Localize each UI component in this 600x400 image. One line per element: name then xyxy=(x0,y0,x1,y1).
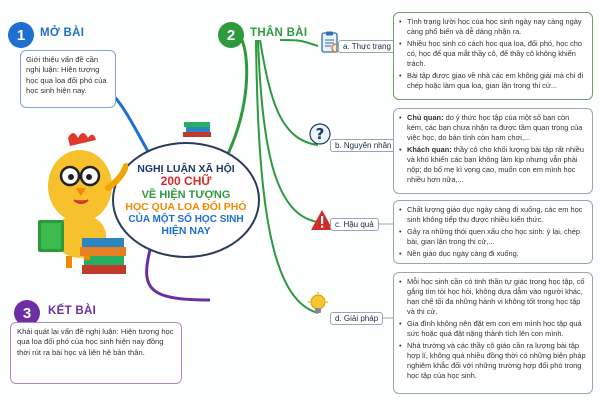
nguyen-nhan-box xyxy=(393,108,593,194)
thuc-trang-item: • Tình trạng lười học của học sinh ngày nay càng ngày càng phổ biến và dễ dàng nhận ra. xyxy=(399,17,587,37)
nguyen-nhan-keyword: Chủ quan: xyxy=(407,113,444,122)
link-giai-phap xyxy=(256,40,318,313)
ket-bai-number: 3 xyxy=(22,304,32,322)
center-line-5: CỦA MỘT SỐ HỌC SINH xyxy=(128,213,244,225)
giai-phap-item: • Nhà trường và các thầy cô giáo cần ra lượng bài tập hợp lí, không quá nhiều đồng thời có những biện pháp nghiêm khắc đối với những trường hợp đối phó trong học tập của học sinh. xyxy=(399,341,587,381)
giai-phap-item: • Mỗi học sinh cần có tinh thần tự giác trong học tập, cố gắng tìm tòi học hỏi, không dựa dẫm vào người khác, hạn chế tối đa những hành vi không tốt trong học tập và thi cử. xyxy=(399,277,587,317)
svg-text:?: ? xyxy=(315,125,325,143)
lightbulb-icon xyxy=(306,292,330,316)
ket-bai-title: KẾT BÀI xyxy=(48,305,97,317)
than-bai-number-badge xyxy=(218,22,244,48)
link-thuc-trang xyxy=(280,40,318,46)
thuc-trang-item: • Bài tập được giao về nhà các em không giải mà chỉ đi chép hoặc làm qua loa, gian lận trong thi cử... xyxy=(399,71,587,91)
center-line-2: 200 CHỮ xyxy=(160,174,212,188)
giai-phap-box xyxy=(393,272,593,394)
books-icon xyxy=(183,122,211,137)
thuc-trang-item: • Nhiều học sinh có cách học qua loa, đối phó, học cho có, học để qua mắt thầy cô, để thầy cô không khiển trách. xyxy=(399,39,587,69)
hau-qua-item: • Gây ra những thói quen xấu cho học sinh: ỷ lại, chép bài, gian lận trong thi cử,... xyxy=(399,227,587,247)
hau-qua-item: • Chất lượng giáo dục ngày càng đi xuống, các em học sinh không tiếp thu được nhiều kiến thức. xyxy=(399,205,587,225)
center-line-4: HỌC QUA LOA ĐỐI PHÓ xyxy=(125,201,247,214)
nguyen-nhan-item xyxy=(399,113,587,143)
branch-label-thuc-trang: a. Thực trạng xyxy=(338,40,396,53)
question-icon xyxy=(308,122,332,146)
center-line-3: VỀ HIỆN TƯỢNG xyxy=(141,188,231,201)
chick-mascot-illustration xyxy=(28,128,128,278)
nguyen-nhan-item xyxy=(399,145,587,185)
hau-qua-box xyxy=(393,200,593,264)
ket-bai-content-box xyxy=(10,322,182,384)
central-topic xyxy=(112,142,260,258)
mo-bai-content-box xyxy=(20,50,116,108)
giai-phap-item: • Gia đình không nên đặt em con em mình học tập quá sức hoặc quá đặt nặng thành tích lên con mình. xyxy=(399,319,587,339)
center-line-1: NGHỊ LUẬN XÃ HỘI xyxy=(137,162,235,175)
nguyen-nhan-text: thầy cô cho khối lượng bài tập rất nhiều và khó khiến các bạn không làm kịp nhưng vẫn phải nộp; do bố mẹ kì vọng cao, muốn con em mình học nhiều hơn nữa,... xyxy=(407,144,584,184)
center-line-6: HIỆN NAY xyxy=(161,225,211,237)
link-than-bai xyxy=(225,40,247,160)
mo-bai-title: MỞ BÀI xyxy=(40,27,85,39)
thuc-trang-box xyxy=(393,12,593,100)
than-bai-title: THÂN BÀI xyxy=(250,27,308,39)
branch-label-hau-qua: c. Hậu quả xyxy=(330,218,379,231)
branch-label-giai-phap: d. Giải pháp xyxy=(330,312,383,325)
than-bai-number: 2 xyxy=(226,26,236,44)
hau-qua-item: • Nền giáo dục ngày càng đi xuống. xyxy=(399,249,587,259)
nguyen-nhan-keyword: Khách quan: xyxy=(407,144,452,154)
nguyen-nhan-text: do ý thức học tập của một số bạn còn kém, các bạn chưa nhận ra được tầm quan trọng của việc học, do bản tính còn ham chơi,... xyxy=(407,113,583,142)
mo-bai-number-badge xyxy=(8,22,34,48)
branch-label-nguyen-nhan: b. Nguyên nhân xyxy=(330,139,397,152)
mo-bai-number: 1 xyxy=(16,26,26,44)
ket-bai-text: Khái quát lại vấn đề nghị luận: Hiện tượng học qua loa đối phó của học sinh hiện nay đồng thời rút ra bài học và liên hệ bản thân. xyxy=(17,327,174,357)
mo-bai-text: Giới thiệu vấn đề cần nghị luận: Hiện tượng học qua loa đối phó của học sinh hiện nay. xyxy=(26,55,107,95)
